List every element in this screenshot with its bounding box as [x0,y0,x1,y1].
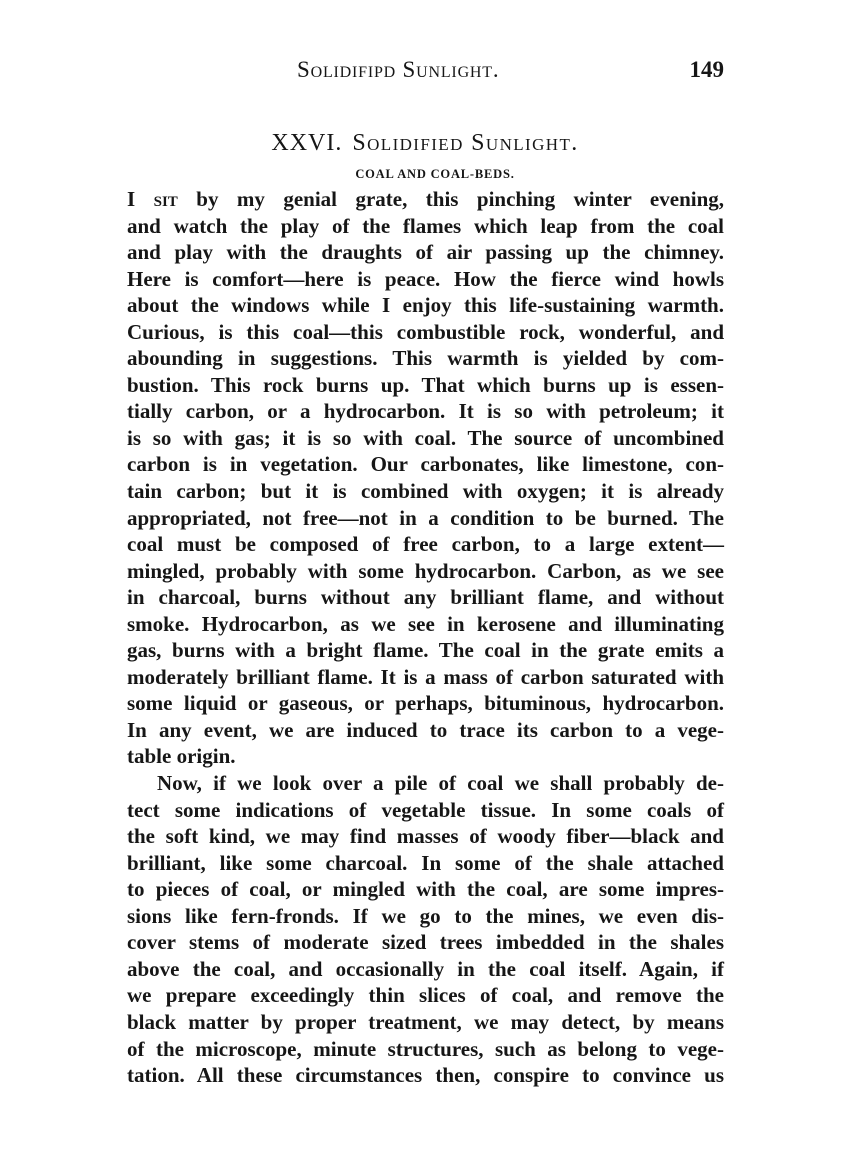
chapter-title: Solidified Sunlight. [352,130,579,156]
chapter-number: XXVI. [271,130,343,156]
text-line: above the coal, and occasionally in the coal itself. Again, if [127,956,724,981]
running-head [127,57,724,91]
text-line: carbon is in vegetation. Our carbonates, like limestone, con- [127,452,724,477]
opening-word: I sit [127,187,178,211]
text-line: in charcoal, burns without any brilliant flame, and without [127,585,724,610]
text-line: smoke. Hydrocarbon, as we see in kerosene and illuminating [127,611,724,636]
text-line: some liquid or gaseous, or perhaps, bituminous, hydrocarbon. [127,691,724,716]
text-line: gas, burns with a bright flame. The coal in the grate emits a [127,638,724,663]
text-line: black matter by proper treatment, we may detect, by means [127,1009,724,1034]
text-line: of the microscope, minute structures, such as belong to vege- [127,1036,724,1061]
text-line: table origin. [127,744,236,769]
text-line: tation. All these circumstances then, conspire to convince us [127,1063,724,1088]
text-line: I sit by my genial grate, this pinching winter evening, [127,187,725,211]
text-line: Curious, is this coal—this combustible rock, wonderful, and [127,319,724,344]
paragraph [127,770,724,1089]
text-line: tect some indications of vegetable tissue. In some coals of [127,797,724,822]
paragraph [127,186,724,770]
text-line: the soft kind, we may find masses of woody fiber—black and [127,824,724,849]
body-text [127,186,724,1089]
text-line: mingled, probably with some hydrocarbon. Carbon, as we see [127,558,724,583]
text-line: about the windows while I enjoy this life-sustaining warmth. [127,293,724,318]
text-line: tially carbon, or a hydrocarbon. It is so with petroleum; it [127,399,724,424]
text-line: bustion. This rock burns up. That which burns up is essen- [127,372,724,397]
text-line: and play with the draughts of air passing up the chimney. [127,240,724,265]
text-line: to pieces of coal, or mingled with the coal, are some impres- [127,877,724,902]
text-line: sions like fern-fronds. If we go to the mines, we even dis- [127,903,724,928]
text-line: coal must be composed of free carbon, to a large extent— [127,532,724,557]
running-title: Solidifipd Sunlight. [297,57,500,82]
text-line: Here is comfort—here is peace. How the fierce wind howls [127,266,724,291]
text-line: abounding in suggestions. This warmth is yielded by com- [127,346,724,371]
text-line: brilliant, like some charcoal. In some of the shale attached [127,850,724,875]
text-line: In any event, we are induced to trace its carbon to a vege- [127,717,724,742]
text-line: is so with gas; it is so with coal. The source of uncombined [127,425,724,450]
text-line: moderately brilliant flame. It is a mass of carbon saturated with [127,664,724,689]
text-line: and watch the play of the flames which leap from the coal [127,213,724,238]
text-line: cover stems of moderate sized trees imbedded in the shales [127,930,724,955]
chapter-subtitle: COAL AND COAL-BEDS. [355,167,515,181]
page-number: 149 [689,57,724,82]
chapter-heading [0,130,850,157]
text-line: we prepare exceedingly thin slices of coal, and remove the [127,983,724,1008]
text-line: Now, if we look over a pile of coal we shall probably de- [157,771,724,796]
text-line: tain carbon; but it is combined with oxygen; it is already [127,479,724,504]
text-line: appropriated, not free—not in a condition to be burned. The [127,505,724,530]
